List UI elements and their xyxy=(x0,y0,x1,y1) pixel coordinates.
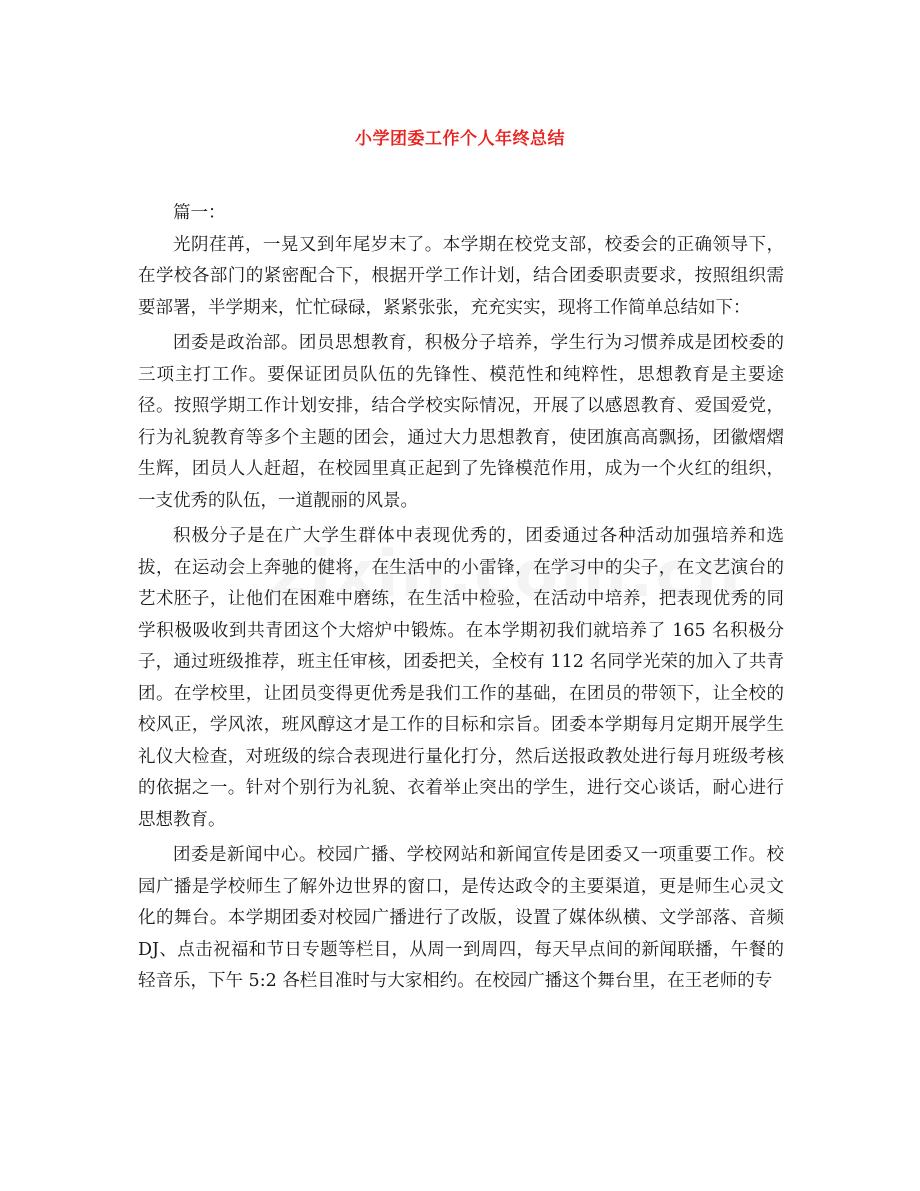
document-title: 小学团委工作个人年终总结 xyxy=(355,129,565,149)
paragraph: 光阴荏苒，一晃又到年尾岁末了。本学期在校党支部，校委会的正确领导下，在学校各部门的紧密配合下，根据开学工作计划，结合团委职责要求，按照组织需要部署，半学期来，忙忙碌碌，紧紧张张，充充实实，现将工作简单总结如下： xyxy=(138,234,784,318)
paragraph: 积极分子是在广大学生群体中表现优秀的，团委通过各种活动加强培养和选拔，在运动会上奔驰的健将，在生活中的小雷锋，在学习中的尖子，在文艺演台的艺术胚子，让他们在困难中磨练，在生活中检验，在活动中培养，把表现优秀的同学积极吸收到共青团这个大熔炉中锻炼。在本学期初我们就培养了 165 名积极分子，通过班级推荐，班主任审核，团委把关，全校有 112 名同学光荣的加入了共青团。在学校里，让团员变得更优秀是我们工作的基础，在团员的带领下，让全校的校风正，学风浓，班风醇这才是工作的目标和宗旨。团委本学期每月定期开展学生礼仪大检查，对班级的综合表现进行量化打分，然后送报政教处进行每月班级考核的依据之一。针对个别行为礼貌、衣着举止突出的学生，进行交心谈话，耐心进行思想教育。 xyxy=(138,526,784,830)
paragraph: 团委是政治部。团员思想教育，积极分子培养，学生行为习惯养成是团校委的三项主打工作。要保证团员队伍的先锋性、模范性和纯粹性，思想教育是主要途径。按照学期工作计划安排，结合学校实际情况，开展了以感恩教育、爱国爱党，行为礼貌教育等多个主题的团会，通过大力思想教育，使团旗高高飘扬，团徽熠熠生辉，团员人人赶超，在校园里真正起到了先锋模范作用，成为一个火红的组织，一支优秀的队伍，一道靓丽的风景。 xyxy=(138,333,784,511)
section-heading: 篇一： xyxy=(173,203,226,223)
paragraph: 团委是新闻中心。校园广播、学校网站和新闻宣传是团委又一项重要工作。校园广播是学校师生了解外边世界的窗口，是传达政令的主要渠道，更是师生心灵文化的舞台。本学期团委对校园广播进行了改版，设置了媒体纵横、文学部落、音频 DJ、点击祝福和节日专题等栏目，从周一到周四，每天早点间的新闻联播，午餐的轻音乐，下午 5:2 各栏目准时与大家相约。在校园广播这个舞台里，在王老师的专 xyxy=(138,845,784,991)
document-body xyxy=(138,198,784,998)
